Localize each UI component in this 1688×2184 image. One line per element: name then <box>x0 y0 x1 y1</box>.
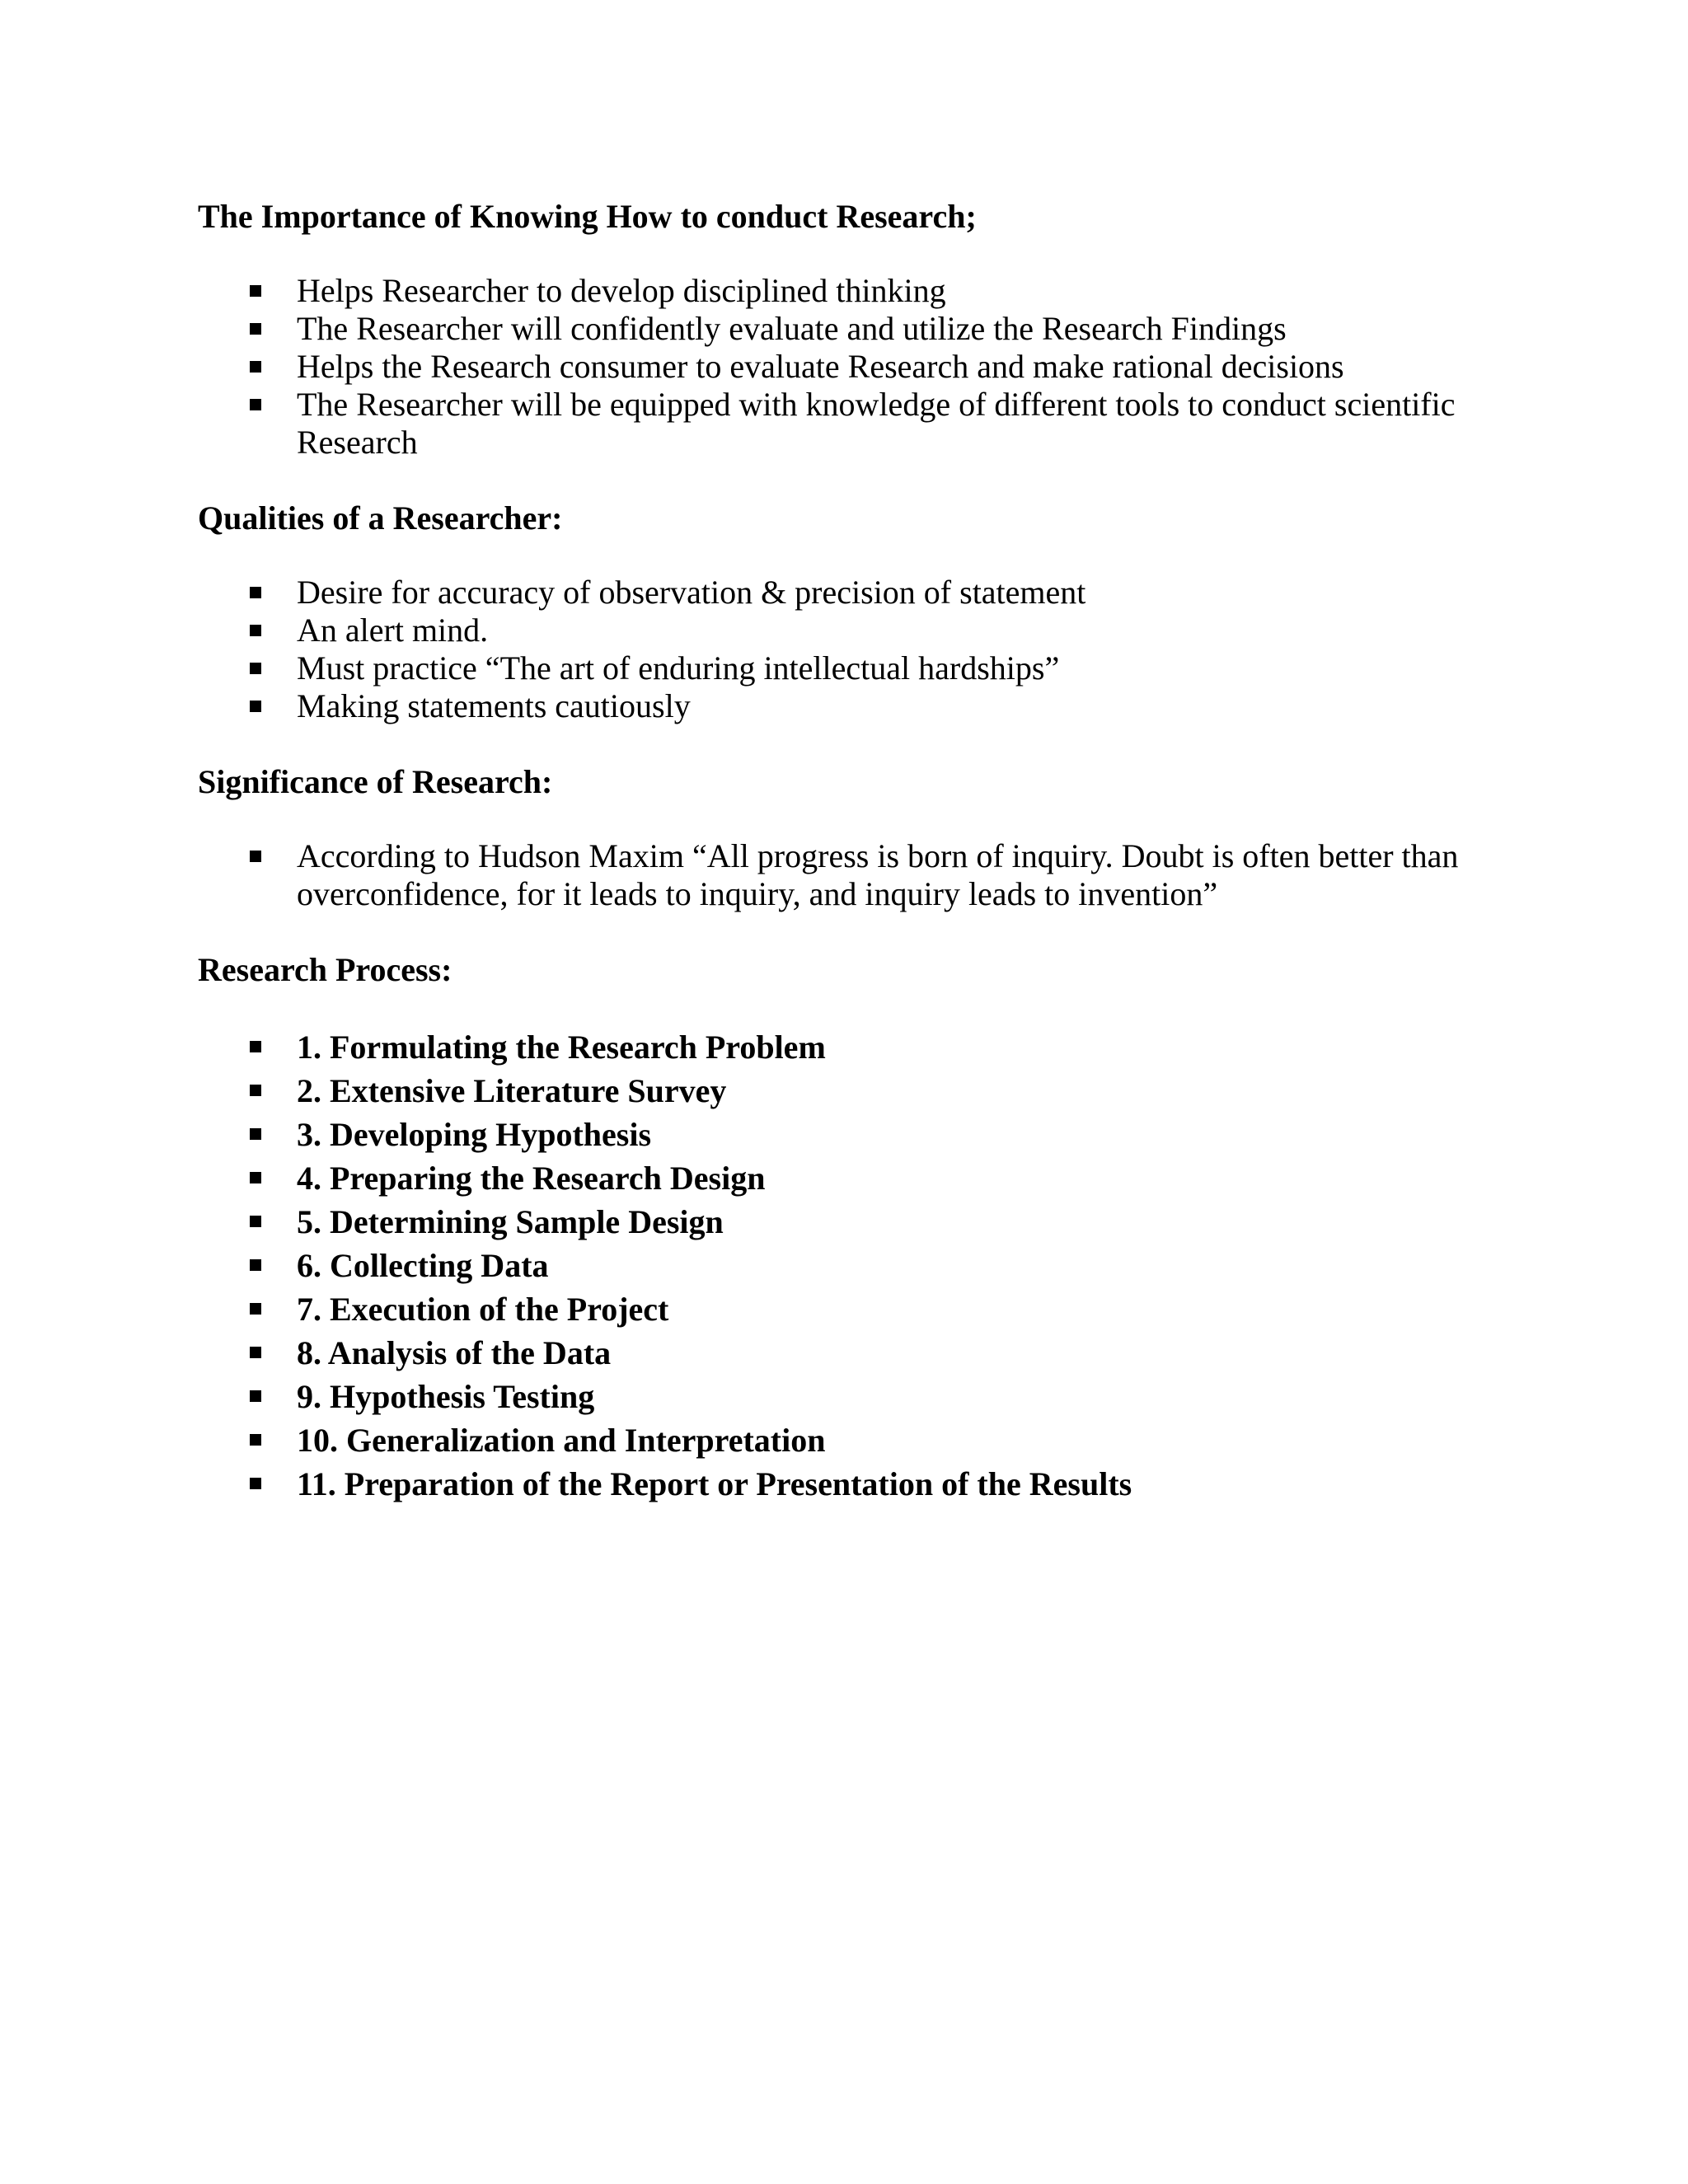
list-item <box>198 272 1523 310</box>
process-step-list <box>198 1025 1523 1506</box>
bullet-list <box>198 837 1523 913</box>
square-bullet-icon <box>250 1085 261 1096</box>
list-item <box>198 837 1523 913</box>
list-item-text: Helps the Research consumer to evaluate Research and make rational decisions <box>297 348 1344 385</box>
process-step-text: 5. Determining Sample Design <box>297 1203 724 1240</box>
process-step <box>198 1418 1523 1462</box>
process-step-text: 8. Analysis of the Data <box>297 1334 612 1371</box>
process-step-text: 7. Execution of the Project <box>297 1291 669 1328</box>
process-step-text: 9. Hypothesis Testing <box>297 1378 595 1415</box>
square-bullet-icon <box>250 851 261 862</box>
square-bullet-icon <box>250 1128 261 1140</box>
list-item <box>198 310 1523 348</box>
process-step <box>198 1462 1523 1506</box>
list-item <box>198 612 1523 649</box>
list-item <box>198 574 1523 612</box>
square-bullet-icon <box>250 625 261 636</box>
process-step <box>198 1113 1523 1156</box>
list-item-text: According to Hudson Maxim “All progress is born of inquiry. Doubt is often better than overconfidence, for it leads to inquiry, and inquiry leads to invention” <box>297 837 1459 912</box>
square-bullet-icon <box>250 1216 261 1227</box>
square-bullet-icon <box>250 1478 261 1489</box>
square-bullet-icon <box>250 1347 261 1358</box>
square-bullet-icon <box>250 701 261 712</box>
section-heading: Qualities of a Researcher: <box>198 499 563 537</box>
square-bullet-icon <box>250 1259 261 1271</box>
square-bullet-icon <box>250 1434 261 1446</box>
list-item <box>198 348 1523 386</box>
section-significance <box>198 763 1523 913</box>
list-item-text: The Researcher will be equipped with knowledge of different tools to conduct scientific Research <box>297 386 1456 461</box>
list-item-text: Desire for accuracy of observation & precision of statement <box>297 574 1086 611</box>
square-bullet-icon <box>250 663 261 674</box>
process-step-text: 2. Extensive Literature Survey <box>297 1072 727 1109</box>
section-heading: Significance of Research: <box>198 763 553 800</box>
process-step <box>198 1156 1523 1200</box>
square-bullet-icon <box>250 1390 261 1402</box>
section-qualities <box>198 499 1523 725</box>
list-item <box>198 687 1523 725</box>
list-item <box>198 649 1523 687</box>
section-research-process <box>198 951 1523 1506</box>
section-heading: Research Process: <box>198 951 452 988</box>
process-step-text: 3. Developing Hypothesis <box>297 1116 652 1153</box>
square-bullet-icon <box>250 323 261 335</box>
square-bullet-icon <box>250 1303 261 1315</box>
bullet-list <box>198 272 1523 462</box>
square-bullet-icon <box>250 361 261 373</box>
process-step <box>198 1200 1523 1244</box>
process-step <box>198 1287 1523 1331</box>
list-item-text: Making statements cautiously <box>297 687 691 724</box>
process-step <box>198 1244 1523 1287</box>
process-step <box>198 1331 1523 1375</box>
process-step-text: 11. Preparation of the Report or Presentation of the Results <box>297 1465 1132 1502</box>
process-step-text: 6. Collecting Data <box>297 1247 549 1284</box>
process-step-text: 1. Formulating the Research Problem <box>297 1029 826 1066</box>
process-step-text: 10. Generalization and Interpretation <box>297 1422 826 1459</box>
square-bullet-icon <box>250 1172 261 1183</box>
list-item-text: Helps Researcher to develop disciplined thinking <box>297 272 946 309</box>
process-step-text: 4. Preparing the Research Design <box>297 1160 766 1197</box>
list-item-text: An alert mind. <box>297 612 489 649</box>
square-bullet-icon <box>250 587 261 598</box>
section-heading: The Importance of Knowing How to conduct Research; <box>198 198 977 235</box>
process-step <box>198 1025 1523 1069</box>
square-bullet-icon <box>250 1041 261 1052</box>
list-item <box>198 386 1523 462</box>
process-step <box>198 1069 1523 1113</box>
list-item-text: The Researcher will confidently evaluate and utilize the Research Findings <box>297 310 1287 347</box>
process-step <box>198 1375 1523 1418</box>
square-bullet-icon <box>250 399 261 410</box>
square-bullet-icon <box>250 285 261 297</box>
section-importance <box>198 198 1523 462</box>
list-item-text: Must practice “The art of enduring intellectual hardships” <box>297 649 1060 687</box>
bullet-list <box>198 574 1523 725</box>
